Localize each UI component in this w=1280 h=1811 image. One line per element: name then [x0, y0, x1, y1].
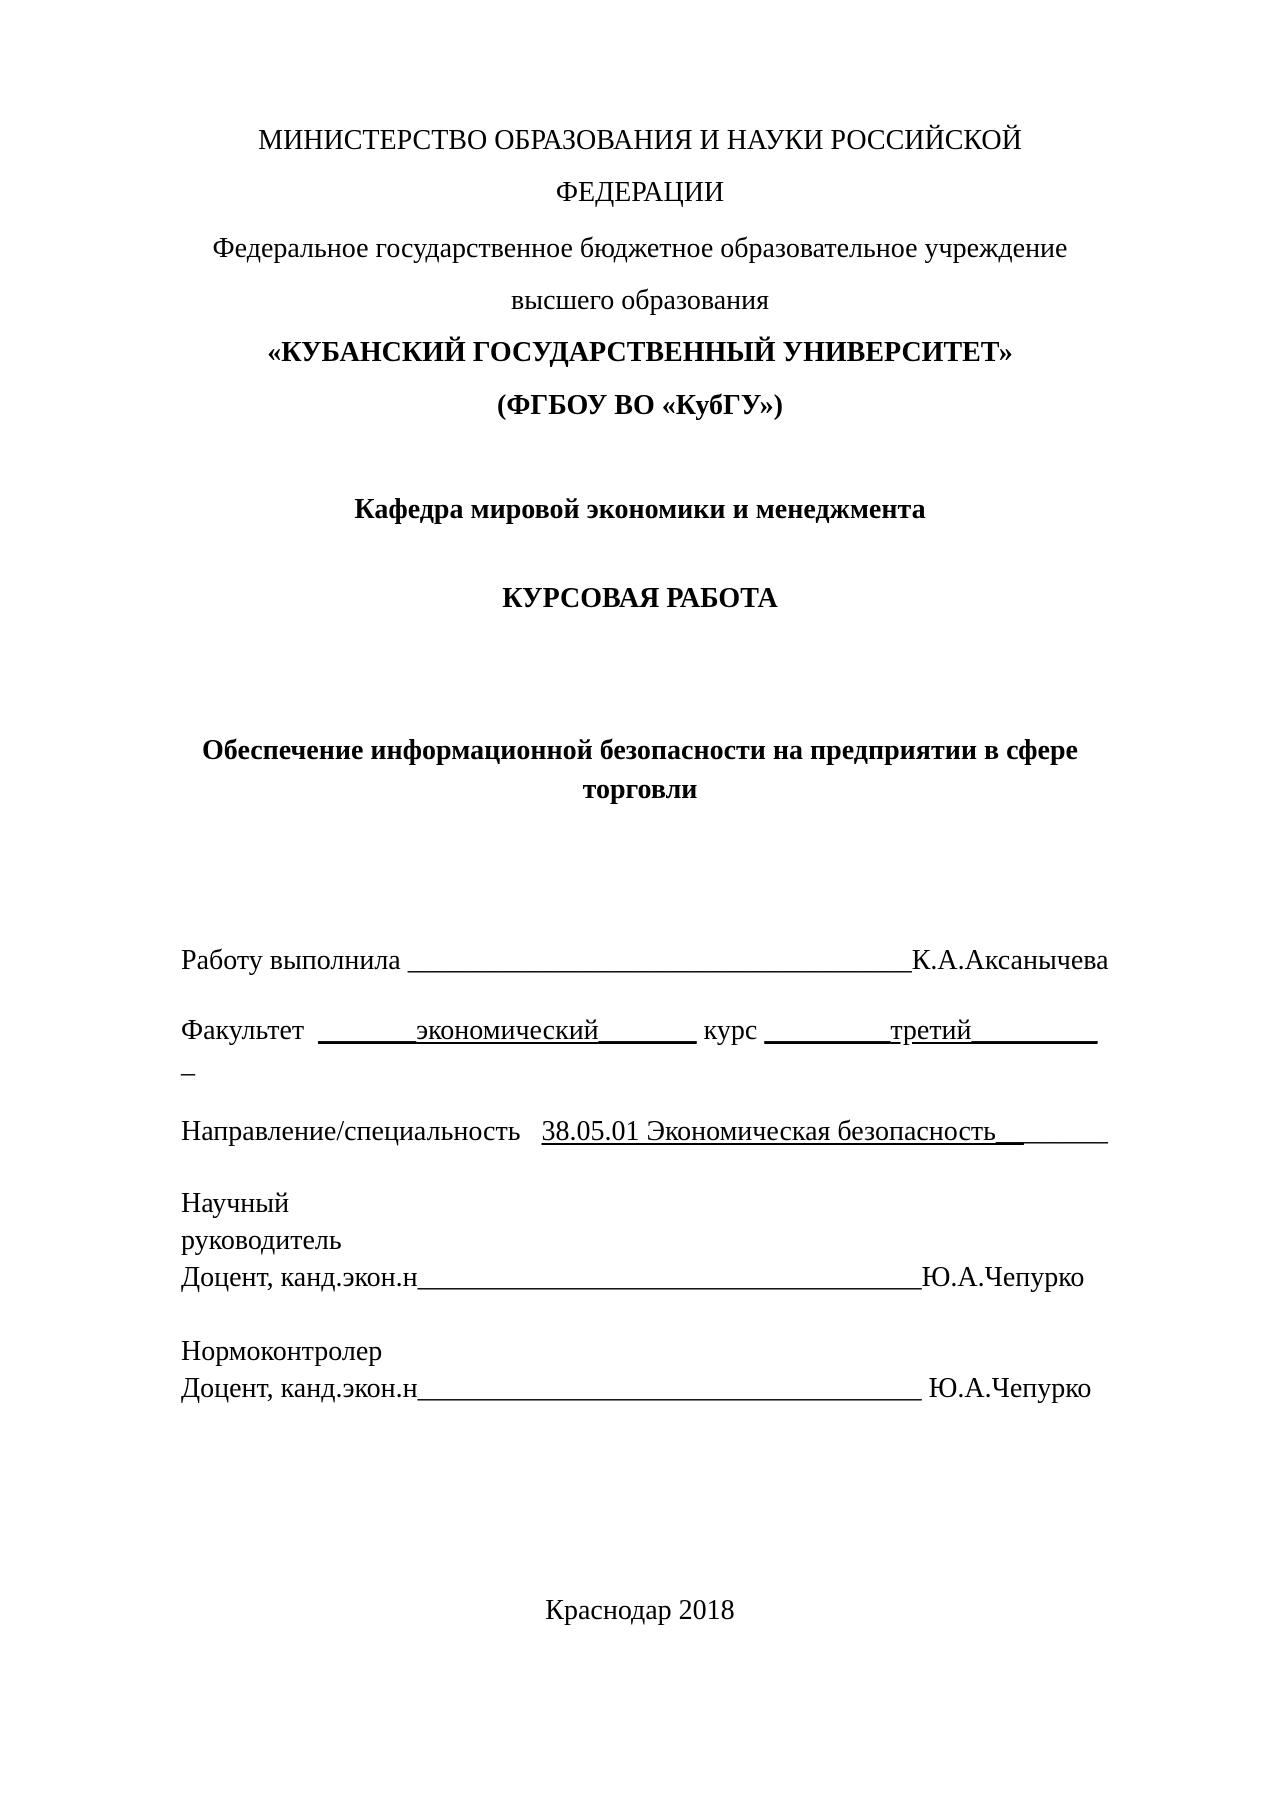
supervisor-title: Доцент, канд.экон.н: [181, 1262, 418, 1293]
course-value: третий: [890, 1015, 972, 1046]
specialty-value: 38.05.01 Экономическая безопасность__: [541, 1116, 1024, 1147]
ministry-line-1: МИНИСТЕРСТВО ОБРАЗОВАНИЯ И НАУКИ РОССИЙСКОЙ: [258, 125, 1022, 156]
normcontrol-label: Нормоконтролер: [181, 1336, 383, 1367]
course-value-field: [764, 1015, 1097, 1046]
course-pre-blank: _________: [764, 1015, 891, 1046]
normcontrol-title: Доцент, канд.экон.н: [181, 1373, 418, 1404]
specialty-label: Направление/специальность: [181, 1116, 542, 1147]
city-year: Краснодар 2018: [545, 1595, 735, 1626]
university-abbreviation: (ФГБОУ ВО «КубГУ»): [497, 390, 783, 421]
author-row: [181, 947, 1109, 975]
supervisor-name: Ю.А.Чепурко: [921, 1262, 1085, 1293]
specialty-tail-blank: ______: [1023, 1116, 1108, 1147]
faculty-post-blank: _______: [598, 1015, 697, 1046]
faculty-value: экономический: [416, 1015, 599, 1046]
author-label: Работу выполнила: [181, 945, 408, 976]
supervisor-row: [181, 1264, 1084, 1292]
topic-line-1: Обеспечение информационной безопасности на предприятии в сфере: [202, 735, 1078, 766]
faculty-row: [181, 1017, 1098, 1045]
department-name: Кафедра мировой экономики и менеджмента: [354, 494, 926, 525]
ministry-line-2: ФЕДЕРАЦИИ: [555, 177, 725, 208]
faculty-pre-blank: _______: [318, 1015, 417, 1046]
institution-type-line-1: Федеральное государственное бюджетное образовательное учреждение: [212, 233, 1068, 264]
university-name: «КУБАНСКИЙ ГОСУДАРСТВЕННЫЙ УНИВЕРСИТЕТ»: [267, 337, 1013, 368]
work-type-title: КУРСОВАЯ РАБОТА: [502, 583, 778, 614]
course-label: курс: [696, 1015, 765, 1046]
course-post-blank: _________: [971, 1015, 1098, 1046]
author-name: К.А.Аксанычева: [911, 945, 1109, 976]
institution-type-line-2: высшего образования: [511, 285, 769, 316]
normcontrol-signature-blank: ____________________________________: [417, 1373, 922, 1404]
supervisor-label-line-1: Научный: [181, 1188, 290, 1219]
author-signature-blank: ____________________________________: [407, 945, 912, 976]
normcontrol-name: Ю.А.Чепурко: [921, 1373, 1092, 1404]
normcontrol-row: [181, 1375, 1091, 1403]
faculty-wrap-line: _: [181, 1048, 195, 1079]
faculty-value-field: [318, 1015, 697, 1046]
supervisor-signature-blank: ____________________________________: [417, 1262, 922, 1293]
faculty-label: Факультет: [181, 1015, 319, 1046]
supervisor-label-line-2: руководитель: [181, 1225, 342, 1256]
topic-line-2: торговли: [582, 774, 698, 805]
specialty-row: [181, 1118, 1108, 1146]
